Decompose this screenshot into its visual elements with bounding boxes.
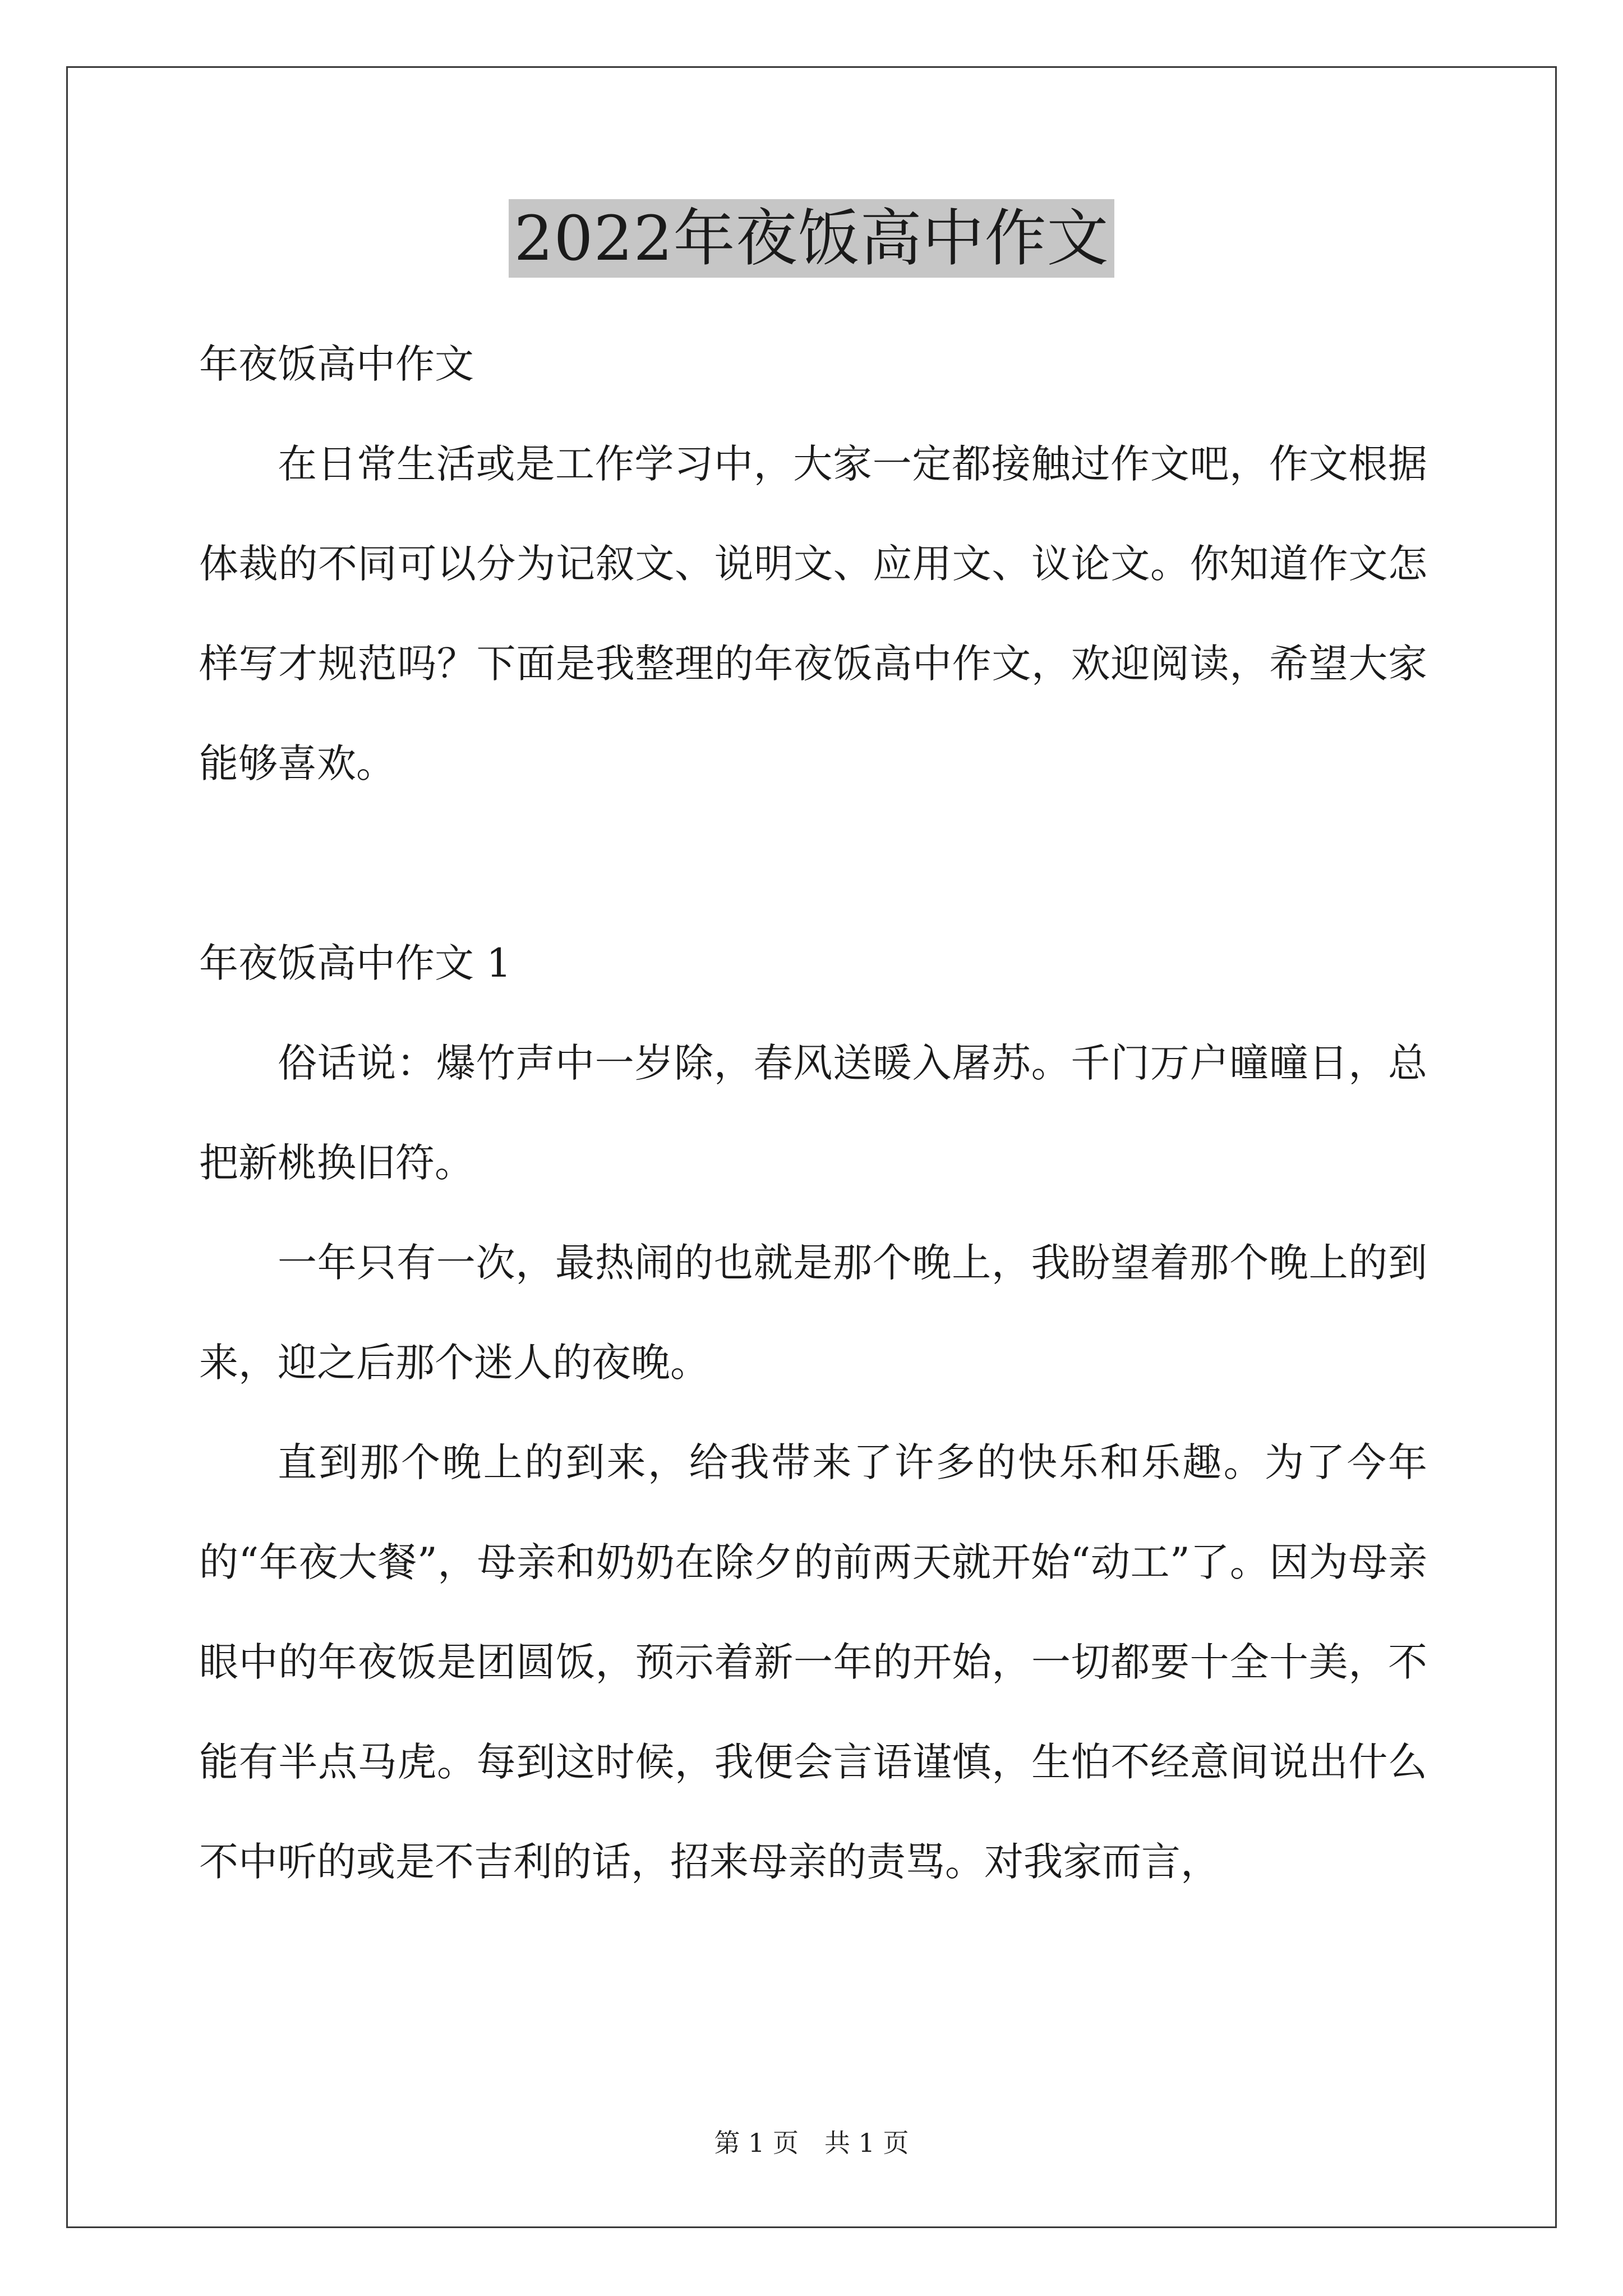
document-body xyxy=(199,314,1427,1912)
body-paragraph: 俗话说：爆竹声中一岁除，春风送暖入屠苏。千门万户曈曈日，总把新桃换旧符。 xyxy=(199,1040,1427,1186)
section-heading: 年夜饭高中作文 1 xyxy=(199,940,511,986)
page-footer: 第 1 页 共 1 页 xyxy=(714,2128,909,2158)
document-title: 2022年夜饭高中作文 xyxy=(509,199,1115,278)
body-paragraph: 直到那个晚上的到来，给我带来了许多的快乐和乐趣。为了今年的“年夜大餐”，母亲和奶奶在除夕的前两天就开始“动工”了。因为母亲眼中的年夜饭是团圆饭，预示着新一年的开始，一切都要十全十美，不能有半点马虎。每到这时候，我便会言语谨慎，生怕不经意间说出什么不中听的或是不吉利的话，招来母亲的责骂。对我家而言， xyxy=(199,1439,1427,1885)
body-paragraph: 一年只有一次，最热闹的也就是那个晚上，我盼望着那个晚上的到来，迎之后那个迷人的夜晚。 xyxy=(199,1240,1427,1386)
section-spacer xyxy=(199,813,1427,913)
document-subtitle: 年夜饭高中作文 xyxy=(199,341,474,387)
intro-paragraph: 在日常生活或是工作学习中，大家一定都接触过作文吧，作文根据体裁的不同可以分为记叙文、说明文、应用文、议论文。你知道作文怎样写才规范吗？下面是我整理的年夜饭高中作文，欢迎阅读，希望大家能够喜欢。 xyxy=(199,441,1427,786)
title-container xyxy=(0,199,1623,278)
